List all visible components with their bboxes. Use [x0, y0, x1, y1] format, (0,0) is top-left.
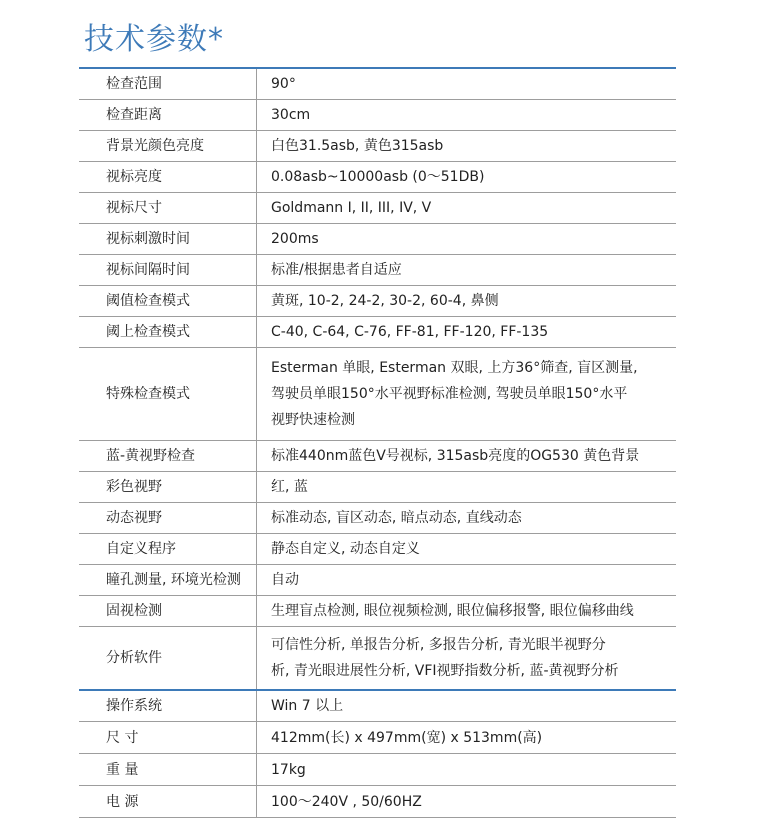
table-row — [79, 224, 676, 255]
table-row — [79, 317, 676, 348]
row-value: 静态自定义, 动态自定义 — [271, 541, 420, 557]
row-value: 白色31.5asb, 黄色315asb — [271, 138, 444, 154]
table-row — [79, 255, 676, 286]
row-label: 视标尺寸 — [79, 193, 257, 223]
row-value — [257, 630, 676, 686]
row-label: 电 源 — [79, 786, 257, 817]
spec-table — [79, 67, 676, 818]
row-value: 200ms — [271, 231, 319, 247]
row-value: 标准440nm蓝色V号视标, 315asb亮度的OG530 黄色背景 — [271, 448, 640, 464]
row-value: 黄斑, 10-2, 24-2, 30-2, 60-4, 鼻侧 — [271, 293, 499, 309]
table-row — [79, 754, 676, 786]
row-value — [257, 353, 676, 435]
table-row — [79, 441, 676, 472]
row-label: 视标亮度 — [79, 162, 257, 192]
table-row — [79, 691, 676, 722]
row-value: 标准/根据患者自适应 — [271, 262, 402, 278]
table-row — [79, 348, 676, 441]
row-label: 蓝-黄视野检查 — [79, 441, 257, 471]
table-row — [79, 193, 676, 224]
page-title: 技术参数* — [84, 22, 224, 57]
row-label: 分析软件 — [79, 627, 257, 689]
row-value: 0.08asb~10000asb (0～51DB) — [271, 169, 485, 185]
row-value: 412mm(长) x 497mm(宽) x 513mm(高) — [271, 729, 543, 746]
table-row — [79, 565, 676, 596]
row-label: 重 量 — [79, 754, 257, 785]
row-label: 动态视野 — [79, 503, 257, 533]
table-row — [79, 627, 676, 691]
table-row — [79, 131, 676, 162]
table-row — [79, 472, 676, 503]
row-value: 100～240V , 50/60HZ — [271, 793, 422, 810]
row-label: 检查距离 — [79, 100, 257, 130]
row-label: 阈值检查模式 — [79, 286, 257, 316]
row-value-line: 析, 青光眼进展性分析, VFI视野指数分析, 蓝-黄视野分析 — [271, 663, 619, 679]
row-value-line: Esterman 单眼, Esterman 双眼, 上方36°筛查, 盲区测量, — [271, 360, 638, 376]
row-value-line: 驾驶员单眼150°水平视野标准检测, 驾驶员单眼150°水平 — [271, 386, 628, 402]
row-value: C-40, C-64, C-76, FF-81, FF-120, FF-135 — [271, 324, 549, 340]
row-label: 阈上检查模式 — [79, 317, 257, 347]
row-value: 90° — [271, 76, 296, 92]
row-value: 30cm — [271, 107, 311, 123]
row-value-line: 视野快速检测 — [271, 412, 355, 428]
table-row — [79, 786, 676, 818]
table-row — [79, 503, 676, 534]
row-label: 尺 寸 — [79, 722, 257, 753]
row-value: Win 7 以上 — [271, 698, 344, 714]
row-value: 标准动态, 盲区动态, 暗点动态, 直线动态 — [271, 510, 522, 526]
table-row — [79, 596, 676, 627]
table-row — [79, 162, 676, 193]
row-label: 彩色视野 — [79, 472, 257, 502]
row-value: 红, 蓝 — [271, 479, 308, 495]
row-value: Goldmann I, II, III, IV, V — [271, 200, 432, 216]
row-value-line: 可信性分析, 单报告分析, 多报告分析, 青光眼半视野分 — [271, 637, 606, 653]
row-label: 视标刺激时间 — [79, 224, 257, 254]
table-row — [79, 100, 676, 131]
row-value: 生理盲点检测, 眼位视频检测, 眼位偏移报警, 眼位偏移曲线 — [271, 603, 634, 619]
table-row — [79, 534, 676, 565]
row-label: 操作系统 — [79, 691, 257, 721]
row-label: 瞳孔测量, 环境光检测 — [79, 565, 257, 595]
row-label: 自定义程序 — [79, 534, 257, 564]
table-row — [79, 722, 676, 754]
row-value: 17kg — [271, 761, 306, 778]
row-label: 视标间隔时间 — [79, 255, 257, 285]
row-value: 自动 — [271, 572, 299, 588]
row-label: 背景光颜色亮度 — [79, 131, 257, 161]
row-label: 固视检测 — [79, 596, 257, 626]
row-label: 特殊检查模式 — [79, 348, 257, 440]
table-row — [79, 69, 676, 100]
row-label: 检查范围 — [79, 69, 257, 99]
table-row — [79, 286, 676, 317]
